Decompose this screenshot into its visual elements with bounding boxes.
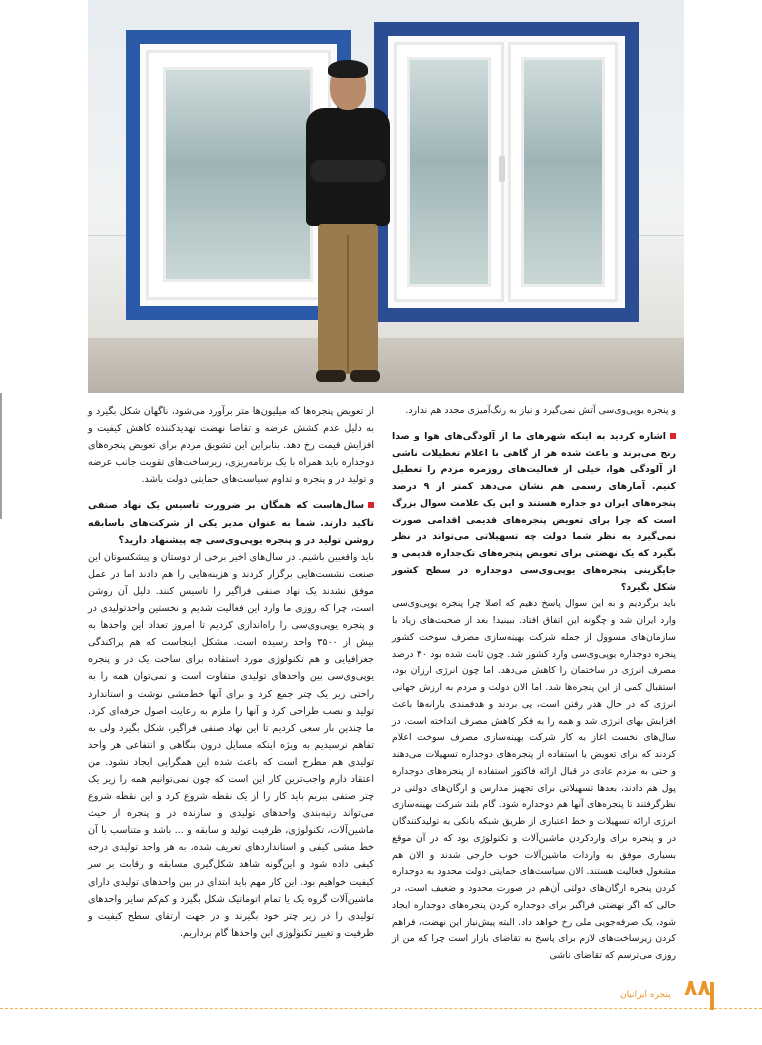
person-shoe — [316, 370, 346, 382]
window-handle — [499, 156, 505, 182]
page-number: ۸۸ — [684, 976, 711, 1001]
continuation-paragraph: از تعویض پنجره‌ها که میلیون‌ها متر برآورد می‌شود، ناگهان شکل بگیرد و به دلیل عدم کشش عرضه و تقاضا نهضت تهدیدکننده کاهش کیفیت و افزایش قیمت رخ دهد. بنابراین این تشویق مردم برای تعویض پنجره‌های دوجداره باید همراه با یک برنامه‌ریزی، زیرساخت‌های تقویت جانب عرضه و تولید در و پنجره و تداوم سیاست‌های حمایتی دولت باشد. — [88, 406, 374, 486]
person-shoe — [350, 370, 380, 382]
answer-2: باید واقعبین باشیم. در سال‌های اخیر برخی از دوستان و پیشکسوتان این صنعت نشست‌هایی برگزار کردند و هزینه‌هایی را هم دادند اما در عمل موفق نشدند یک نهاد صنفی فراگیر را تاسیس کنند. دلیل آن روشن است، چرا که روزی ما وارد این فعالیت شدیم و نخستین واحدتولیدی در و پنجره یوپی‌وی‌سی را راه‌اندازی کردیم تا امروز تعداد این واحدها به بیش از ۳۵۰۰ واحد رسیده است. مشکل اینجاست که هم پراکندگی جغرافیایی و هم تکنولوژی مورد استفاده برای ساخت یک در و پنجره یوپی‌وی‌سی بین واحدهای تولیدی متفاوت است و نمی‌توان همه را به راحتی زیر یک چتر جمع کرد و برای آنها خط‌مشی نوشت و استاندارد تولید و نصب طراحی کرد و آنها را ملزم به رعایت اصول حرفه‌ای کرد. ما چندین بار سعی کردیم تا این نهاد صنفی فراگیر، شکل بگیرد ولی به تفاهم نرسیدیم به ویژه اینکه مسایل درون بنگاهی و انتفاعی هر واحد تولیدی هم مطرح است که باعث شده این همگرایی ایجاد نشود. من اعتقاد دارم واجب‌ترین کار این است که چون نمی‌توانیم همه را زیر یک چتر صنفی ببریم باید کار را از یک نقطه شروع کرد و این نقطه شروع می‌تواند رتبه‌بندی واحدهای تولیدی و سازنده در و پنجره از حیث ماشین‌آلات، تکنولوژی، ظرفیت تولید و سابقه و ... باشد و متناسب با آن خط مشی کیفی و استانداردهای تعریف شده، به هر واحد تولیدی درجه کیفی داده شود و این‌گونه شاهد شکل‌گیری مسابقه و رقابت بر سر کیفیت خواهیم بود. این کار مهم باید ابتدای در بین واحدهای تولیدی دارای ماشین‌آلات گروه یک یا تمام اتوماتیک شکل بگیرد و کم‌کم سایر واحدهای تولیدی را در زیر چتر خود بگیرند و در جهت ارتقای سطح کیفیت و ظرفیت و تغییر تکنولوژی این واحدها گام برداریم. — [88, 551, 374, 939]
window-glass — [407, 57, 491, 287]
article-photo — [88, 0, 684, 393]
person-leg-split — [347, 235, 349, 373]
window-glass — [521, 57, 605, 287]
article-column-left — [88, 403, 374, 942]
question-2 — [88, 497, 374, 548]
answer-1: باید برگردیم و به این سوال پاسخ دهیم که اصلا چرا پنجره یوپی‌وی‌سی وارد ایران شد و چگونه این اتفاق افتاد. ببینید! بعد از صحبت‌های زیاد با سازمان‌های مسوول از جمله شرکت بهینه‌سازی مصرف سوخت کشور پنجره دوجداره یوپی‌وی‌سی وارد کشور شد. چون ثابت شده بود ۴۰ درصد مصرف انرژی در ساختمان را کاهش می‌دهد. اما چون انرژی ارزان بود، استقبال کمی از این پنجره‌ها شد. اما الان دولت و مردم به ارزش جهانی انرژی که در حال هدر رفتن است، پی بردند و هدفمندی یارانه‌ها باعث افزایش بهای انرژی شد و همه را به فکر کاهش مصرف انداخته است. در سال‌های نخست اغاز به کار شرکت بهینه‌سازی مصرف سوخت اعلام کردند که برای تعویض یا استفاده از پنجره‌های دوجداره تسهیلات می‌دهند و حتی به مردم عادی در قبال ارائه فاکتور استفاده از پنجره‌های دوجداره پول هم دادند، بعدها تسهیلاتی برای تجهیز مدارس و ارگان‌های دولتی در نظرگرفتند تا پنجره‌های آنها هم دوجداره شود. گام بلند شرکت بهینه‌سازی انرژی ارائه تسهیلات و خط اعتباری از طریق شبکه بانکی به تولیدکنندگان در و پنجره برای واردکردن ماشین‌آلات و تکنولوژی بود که در آن موقع بسیاری موفق به واردات ماشین‌آلات خوب خارجی شدند و الان هم مشغول فعالیت هستند. الان سیاست‌های حمایتی دولت محدود به دوجداره کردن پنجره ارگان‌های دولتی آن‌هم در صورت محدود و ضعیف است، در حالی که اگر نهضتی فراگیر برای دوجداره کردن پنجره‌های دوجداره ایجاد شود، یک صرفه‌جویی ملی رخ خواهد داد. البته پیش‌نیاز این نهضت، فراهم کردن زیرساخت‌های لازم برای پاسخ به تقاضای بازار است چرا که من از روزی می‌ترسم که تقاضای ناشی — [392, 598, 676, 961]
article-column-right — [392, 403, 676, 965]
side-margin-mark — [0, 393, 2, 519]
window-glass — [163, 67, 313, 282]
person-arms — [310, 160, 386, 182]
intro-paragraph: و پنجره یوپی‌وی‌سی آتش نمی‌گیرد و نیاز به رنگ‌آمیزی مجدد هم ندارد. — [405, 405, 676, 416]
footer-divider — [0, 1008, 762, 1009]
magazine-name: پنجره ایرانیان — [620, 990, 671, 1000]
question-2-text: سال‌هاست که همگان بر ضرورت تاسیس یک نهاد صنفی تاکید دارند. شما به عنوان مدیر یکی از شرکت‌های باسابقه روشن تولید در و پنجره یوپی‌وی‌سی چه پیشنهاد دارید؟ — [88, 500, 374, 546]
window-sash — [394, 42, 504, 302]
question-1 — [392, 429, 676, 597]
question-marker-icon — [368, 502, 374, 508]
person-hair — [328, 60, 368, 78]
window-sash — [508, 42, 618, 302]
window-sample-right — [374, 22, 639, 322]
question-marker-icon — [670, 433, 676, 439]
question-1-text: اشاره کردید به اینکه شهرهای ما از آلودگی‌های هوا و صدا رنج می‌برند و باعث شده هر از گاهی با اعلام تعطیلات ناشی از آلودگی هوا، خیلی از فعالیت‌های روزمره مردم را تعطیل کنیم. آمارهای رسمی هم نشان می‌دهد کمتر از ۹ درصد پنجره‌های ایران دو جداره هستند و این یک علامت سوال بزرگ است که چرا برای تعویض پنجره‌های قدیمی اقدامی صورت نمی‌گیرد به نظر شما دولت چه تسهیلاتی می‌تواند در نظر بگیرد که یک نهضتی برای تعویض پنجره‌های تک‌جداره قدیمی و جایگزینی پنجره‌های یوپی‌وی‌سی دوجداره در سطح کشور شکل بگیرد؟ — [392, 430, 676, 593]
interviewee-figure — [298, 60, 398, 393]
